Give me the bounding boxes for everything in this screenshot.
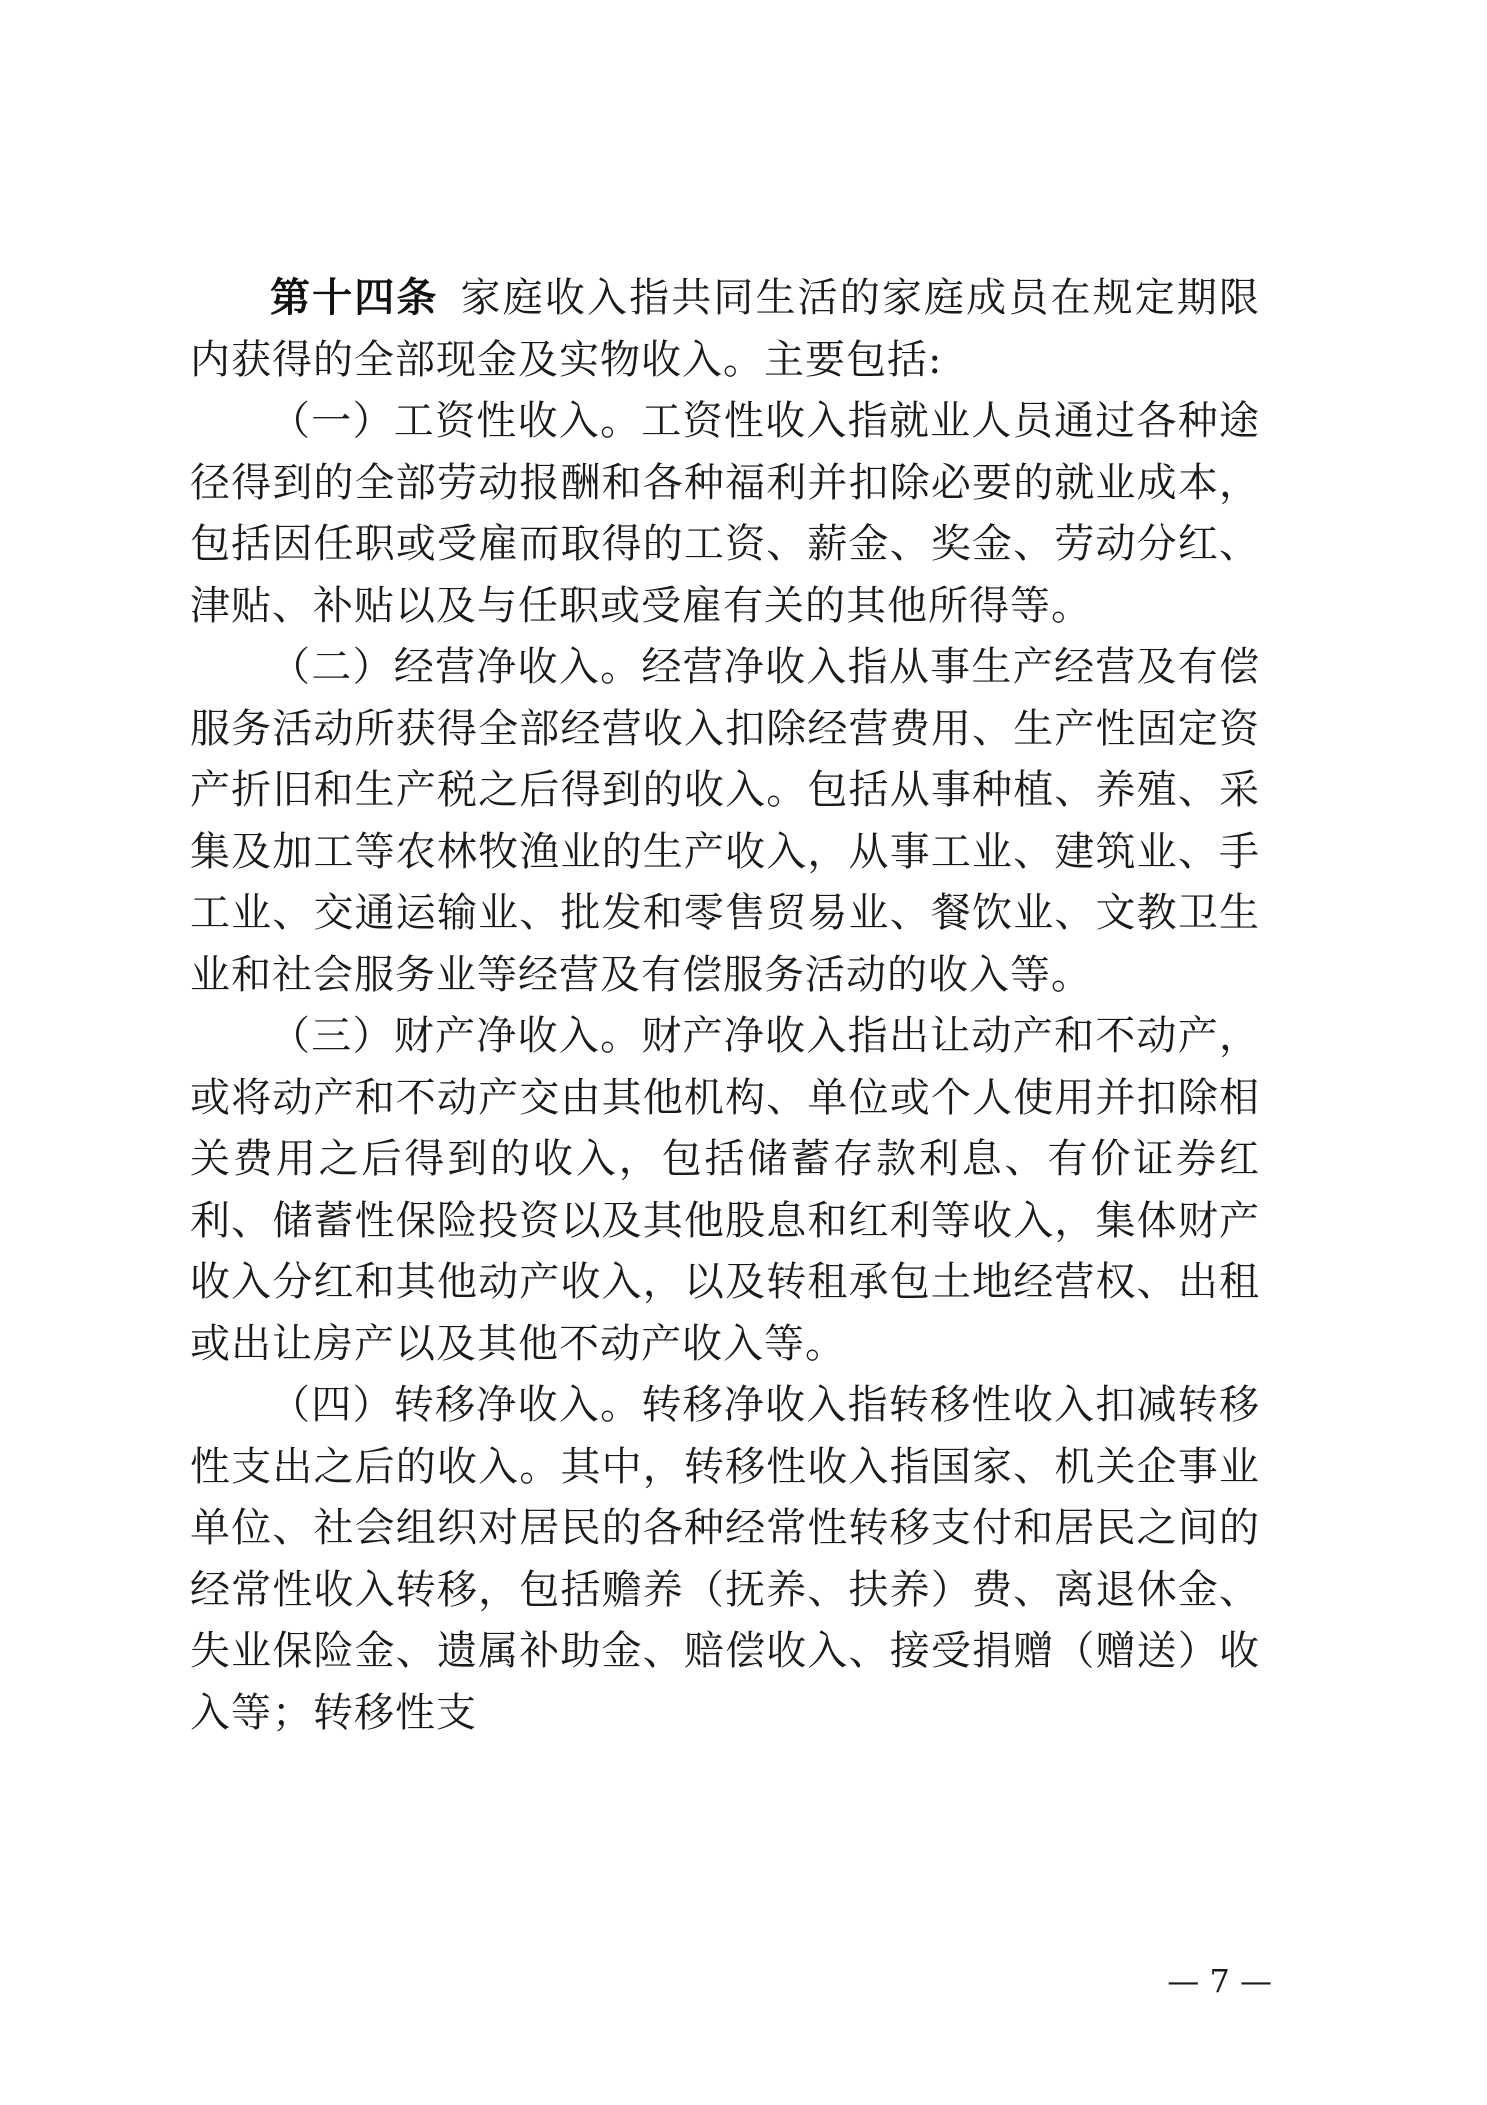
page-number: — 7 — (1167, 1962, 1272, 2000)
article-14-paragraph (190, 268, 1260, 391)
article-label: 第十四条 (270, 275, 439, 321)
business-income-paragraph: （二）经营净收入。经营净收入指从事生产经营及有偿服务活动所获得全部经营收入扣除经营费用、生产性固定资产折旧和生产税之后得到的收入。包括从事种植、养殖、采集及加工等农林牧渔业的生产收入，从事工业、建筑业、手工业、交通运输业、批发和零售贸易业、餐饮业、文教卫生业和社会服务业等经营及有偿服务活动的收入等。 (190, 644, 1260, 998)
transfer-income-paragraph: （四）转移净收入。转移净收入指转移性收入扣减转移性支出之后的收入。其中，转移性收入指国家、机关企事业单位、社会组织对居民的各种经常性转移支付和居民之间的经常性收入转移，包括赡养（抚养、扶养）费、离退休金、失业保险金、遗属补助金、赔偿收入、接受捐赠（赠送）收入等；转移性支 (190, 1382, 1260, 1736)
wage-income-paragraph: （一）工资性收入。工资性收入指就业人员通过各种途径得到的全部劳动报酬和各种福利并扣除必要的就业成本，包括因任职或受雇而取得的工资、薪金、奖金、劳动分红、津贴、补贴以及与任职或受雇有关的其他所得等。 (190, 398, 1260, 629)
document-body (190, 268, 1260, 1744)
article-14-intro-text: 家庭收入指共同生活的家庭成员在规定期限内获得的全部现金及实物收入。主要包括: (190, 275, 1261, 383)
property-income-paragraph: （三）财产净收入。财产净收入指出让动产和不动产，或将动产和不动产交由其他机构、单位或个人使用并扣除相关费用之后得到的收入，包括储蓄存款利息、有价证券红利、储蓄性保险投资以及其他股息和红利等收入，集体财产收入分红和其他动产收入，以及转租承包土地经营权、出租或出让房产以及其他不动产收入等。 (190, 1013, 1260, 1367)
